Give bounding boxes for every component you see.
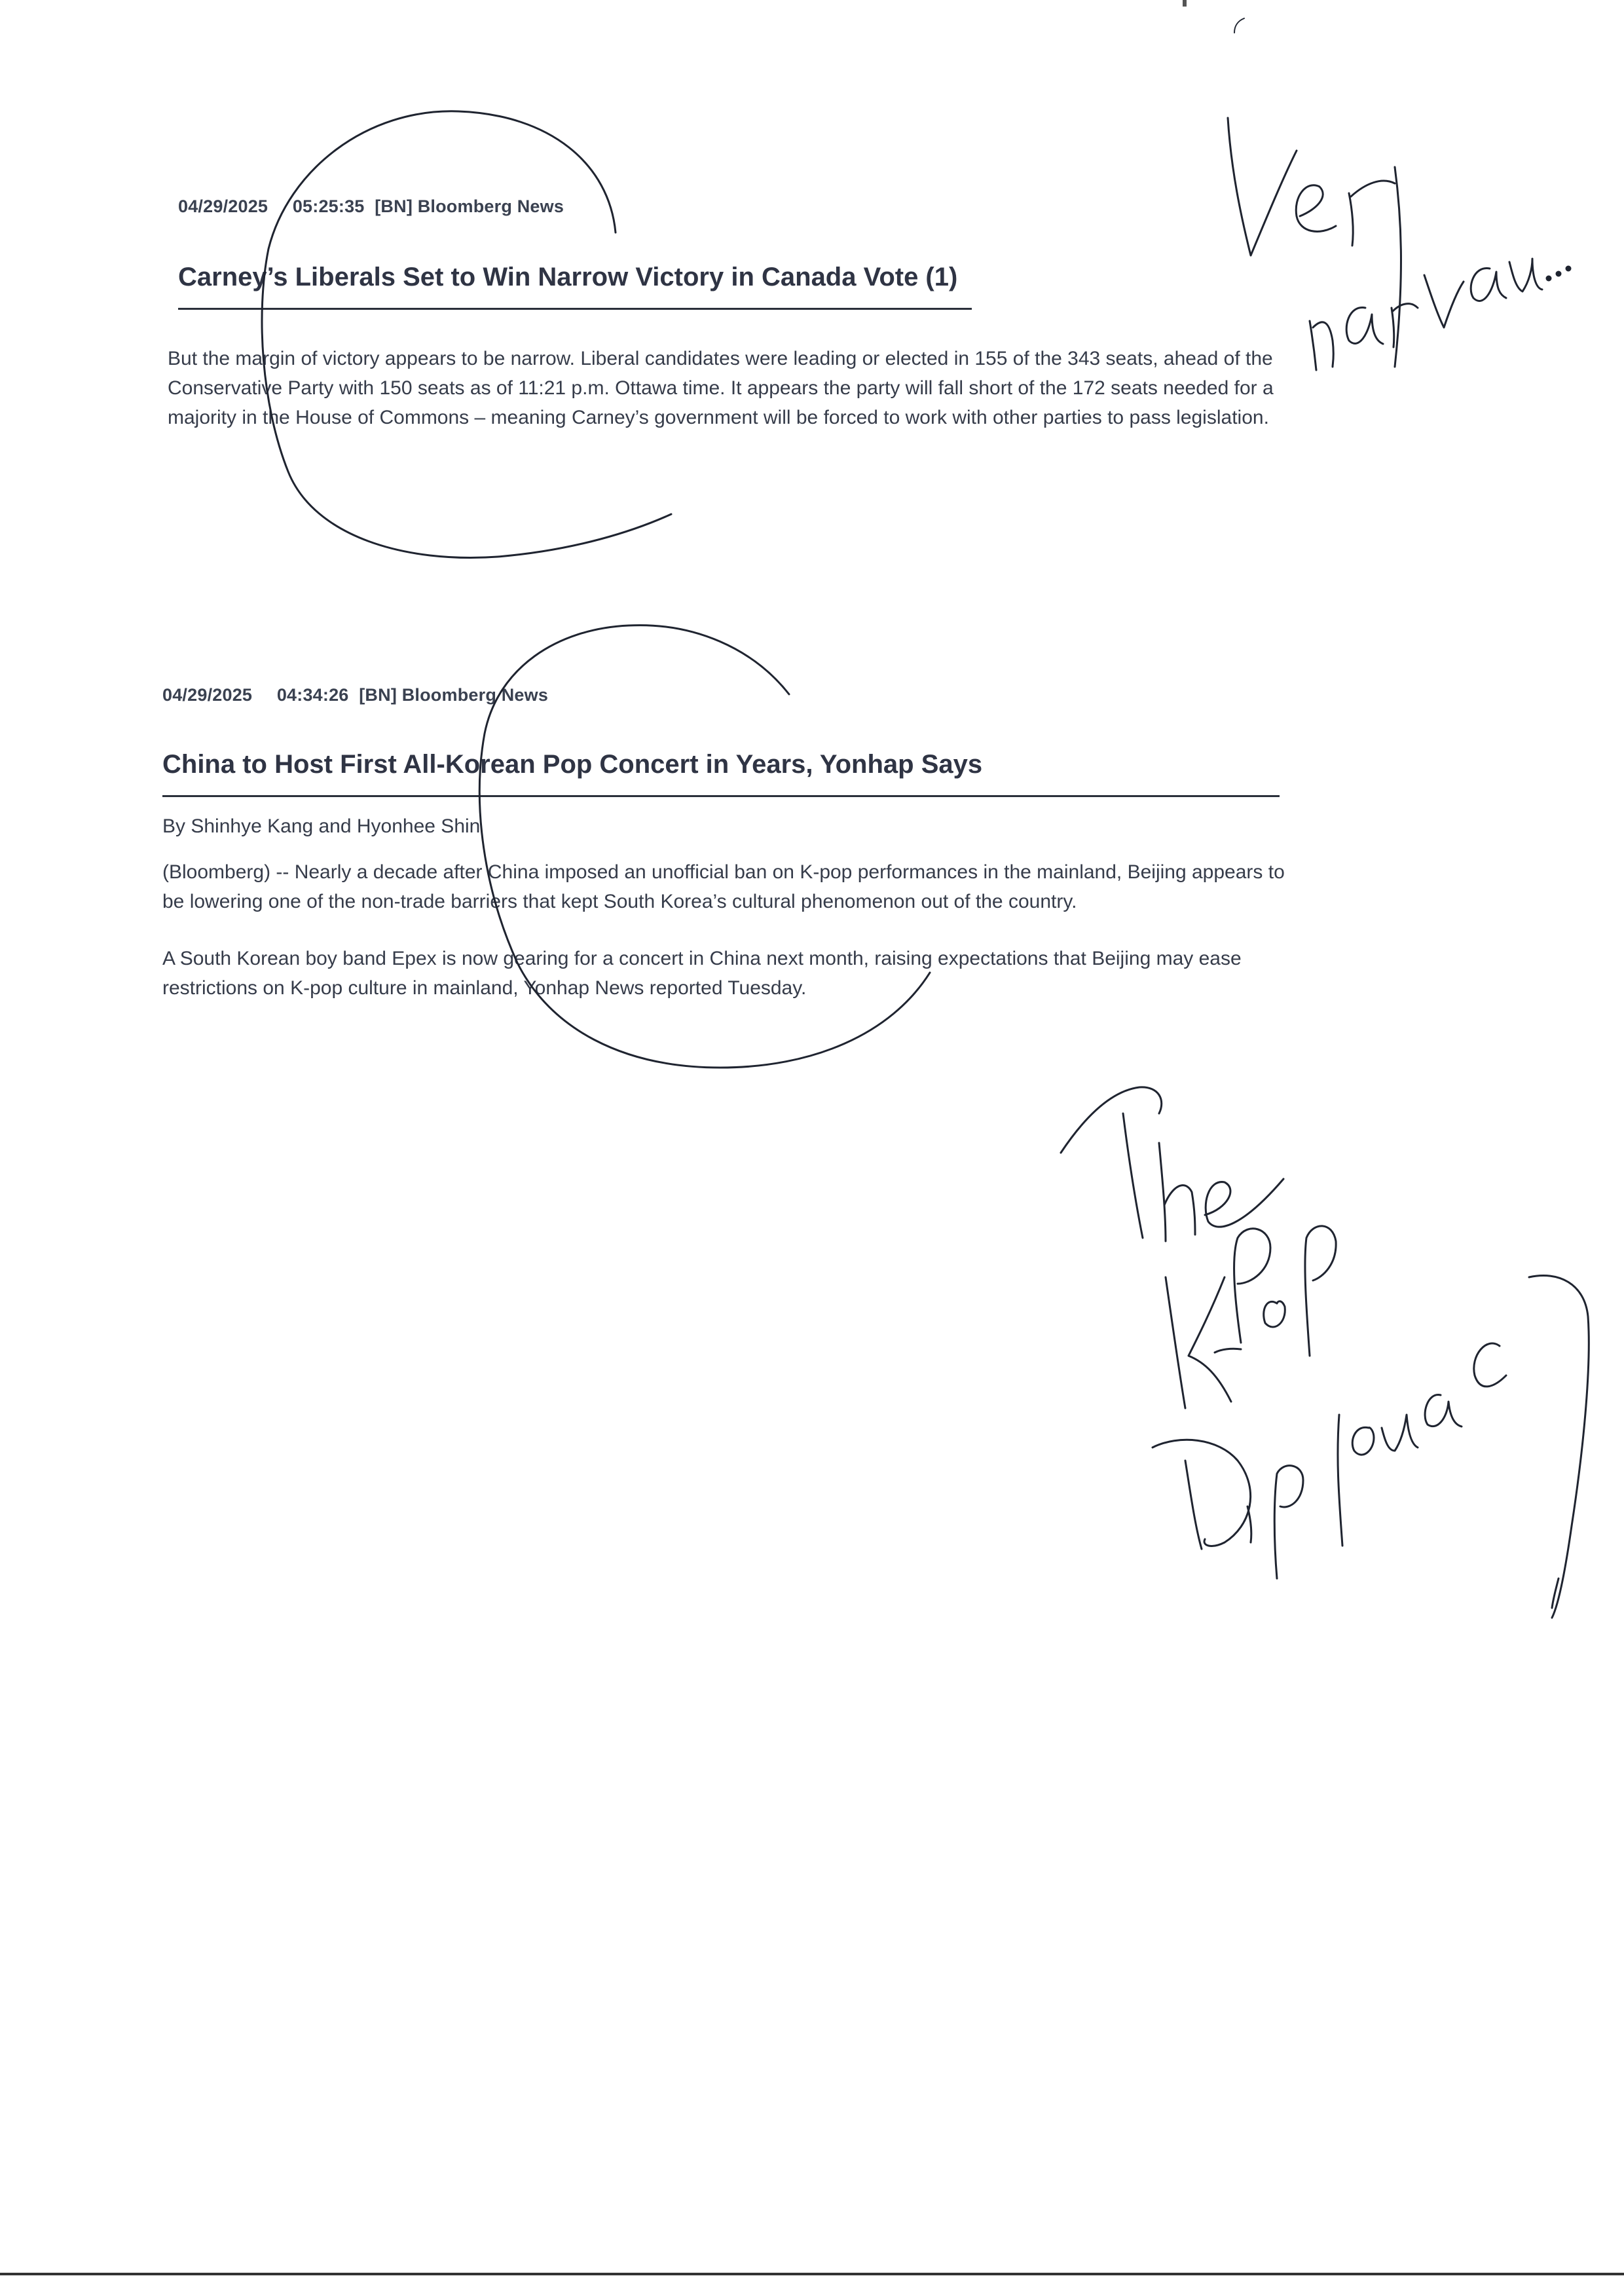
scan-artifact-mark [1183, 0, 1187, 7]
page-bottom-edge [0, 2273, 1624, 2275]
handwritten-note-kpop-diplomacy [1061, 1087, 1589, 1618]
article-1-paragraph: But the margin of victory appears to be narrow. Liberal candidates were leading or elected in 155 of the 343 seats, ahead of the Conservative Party with 150 seats as of 11:21 p.m. Ottawa time. It appears the party will fall short of the 172 seats needed for a majority in the House of Commons – meaning Carney’s government will be forced to work with other parties to pass legislation. [168, 348, 1274, 428]
scan-artifact-stroke [1234, 18, 1244, 33]
article-2-rule [162, 795, 1280, 797]
article-1-time: 05:25:35 [292, 196, 365, 216]
article-2-paragraph-2: A South Korean boy band Epex is now gearing for a concert in China next month, raising expectations that Beijing may ease restrictions on K-pop culture in mainland, Yonhap News reported Tuesday. [162, 948, 1242, 999]
article-1-date: 04/29/2025 [178, 196, 268, 216]
article-1-source: [BN] Bloomberg News [375, 196, 564, 216]
article-1-meta [178, 196, 1324, 217]
article-1-headline: Carney’s Liberals Set to Win Narrow Victory in Canada Vote (1) [178, 263, 958, 291]
article-2-time: 04:34:26 [276, 685, 349, 705]
article-1-rule [178, 308, 972, 310]
article-2 [162, 685, 1315, 1003]
article-2-meta [162, 685, 1315, 705]
article-2-date: 04/29/2025 [162, 685, 253, 705]
article-2-source: [BN] Bloomberg News [359, 685, 549, 705]
article-1 [168, 196, 1324, 432]
article-2-headline: China to Host First All-Korean Pop Concert in Years, Yonhap Says [162, 750, 983, 779]
article-2-paragraph-1: (Bloomberg) -- Nearly a decade after China imposed an unofficial ban on K-pop performances in the mainland, Beijing appears to be lowering one of the non-trade barriers that kept South Korea’s cultural phenomenon out of the country. [162, 861, 1285, 912]
article-2-byline: By Shinhye Kang and Hyonhee Shin [162, 815, 481, 837]
